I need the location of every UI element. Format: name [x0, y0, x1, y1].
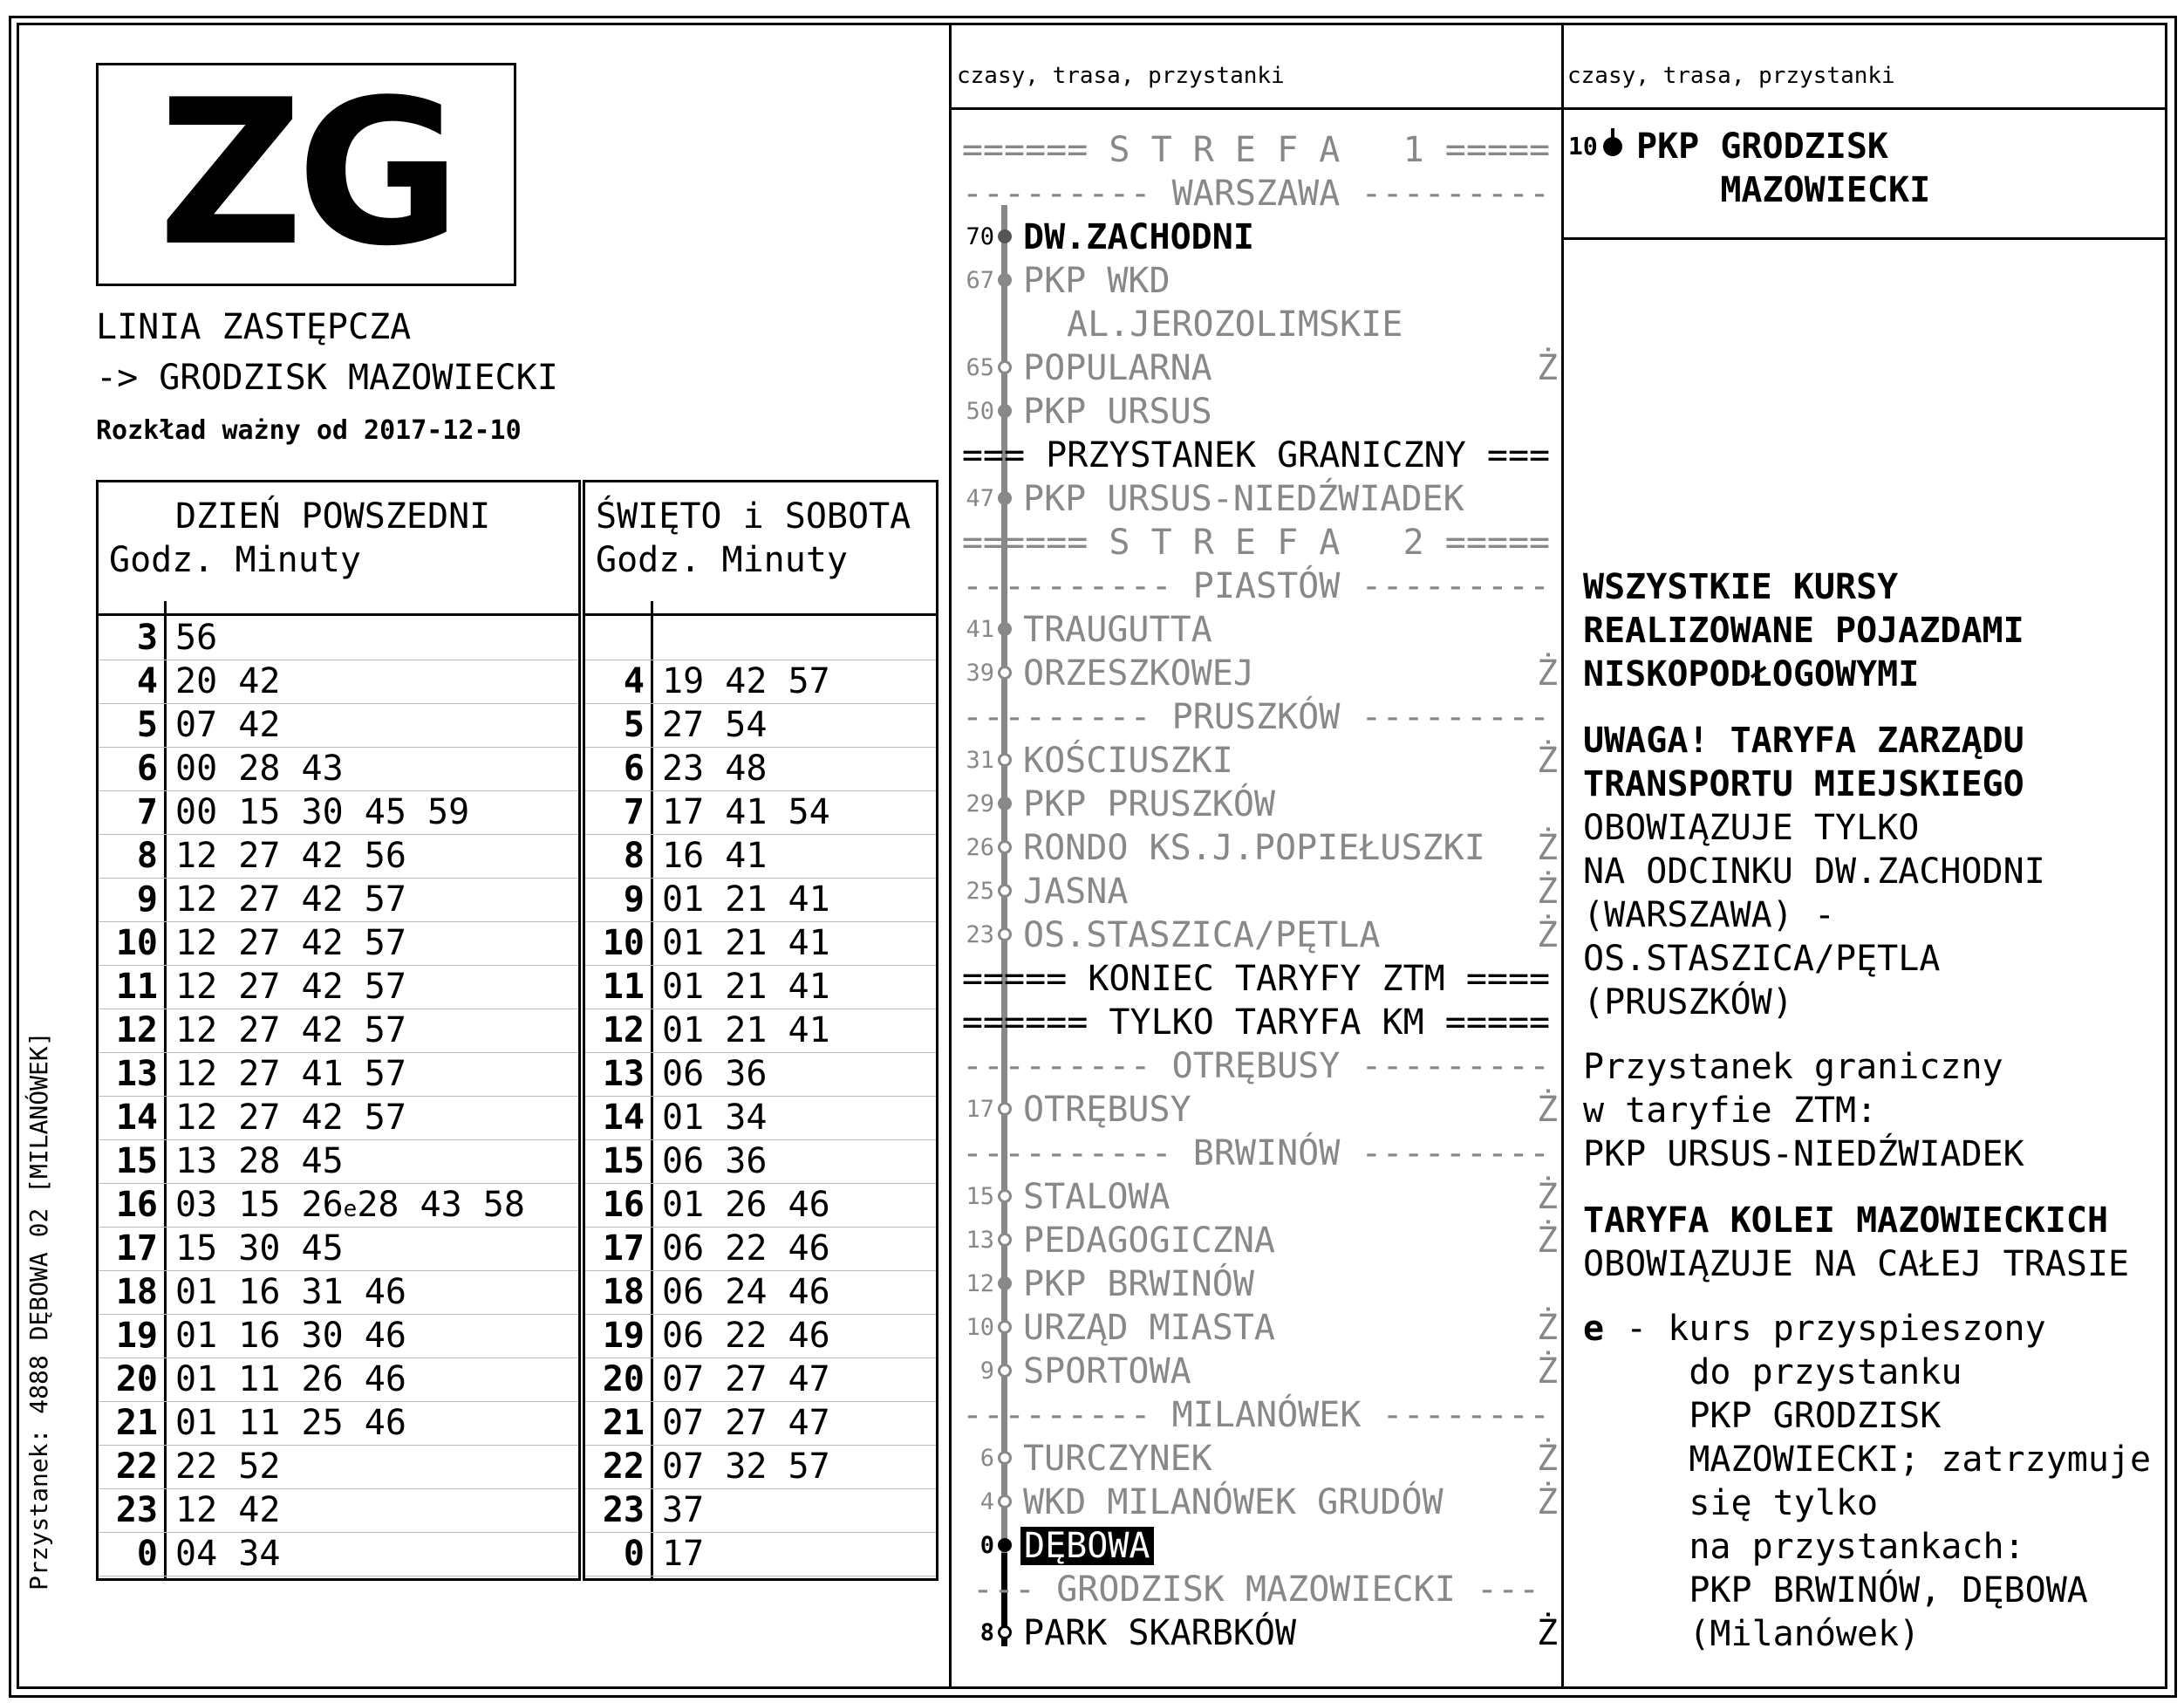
stop-filled-icon — [998, 797, 1012, 810]
note-line: WSZYSTKIE KURSY — [1583, 567, 1899, 607]
hour: 5 — [136, 705, 158, 745]
stop-name: STALOWA — [1023, 1177, 1170, 1217]
timetable-row — [585, 921, 936, 966]
on-request-stop-marker: Ż — [1537, 1308, 1559, 1348]
minutes: 16 41 — [662, 836, 768, 876]
travel-time: 9 — [979, 1358, 994, 1385]
timetable-row — [585, 1009, 936, 1053]
on-request-stop-marker: Ż — [1537, 1439, 1559, 1479]
travel-time: 26 — [966, 834, 994, 861]
minutes: 12 27 41 57 — [175, 1054, 406, 1094]
minutes: 17 — [662, 1534, 705, 1574]
hour: 11 — [602, 967, 645, 1007]
timetable-row — [585, 1445, 936, 1489]
route-separator: ---------- BRWINÓW --------- — [961, 1133, 1551, 1173]
note-line: Przystanek graniczny — [1583, 1047, 2003, 1087]
divider-right — [1561, 23, 1564, 1686]
timetable-row — [99, 921, 578, 966]
timetable-row — [585, 616, 936, 660]
hour: 14 — [602, 1098, 645, 1138]
hour: 8 — [136, 836, 158, 876]
minutes: 03 15 26e28 43 58 — [175, 1185, 525, 1225]
hour: 19 — [115, 1316, 158, 1356]
route-separator: --------- WARSZAWA --------- — [961, 174, 1551, 214]
travel-time: 67 — [966, 267, 994, 294]
stop-open-icon — [998, 884, 1012, 898]
stop-name: DW.ZACHODNI — [1023, 217, 1254, 257]
stop-open-icon — [998, 666, 1012, 680]
timetable-row — [99, 1009, 578, 1053]
stop-name: DĘBOWA — [1020, 1527, 1154, 1565]
note-line: REALIZOWANE POJAZDAMI — [1583, 611, 2024, 651]
timetable-row — [99, 965, 578, 1009]
holiday-column-header: Godz. Minuty — [596, 540, 848, 580]
route-separator: === PRZYSTANEK GRANICZNY === — [961, 435, 1551, 475]
holiday-header — [585, 482, 936, 616]
route-stop — [951, 1524, 1561, 1568]
route-column-header: czasy, trasa, przystanki — [957, 63, 1285, 89]
timetable-row — [585, 1096, 936, 1140]
travel-time: 31 — [966, 747, 994, 774]
timetable-row — [99, 1139, 578, 1184]
timetable-row — [585, 1139, 936, 1184]
note-line: na przystankach: — [1605, 1527, 2025, 1567]
hour: 16 — [115, 1185, 158, 1225]
timetable-row — [585, 1052, 936, 1097]
hour: 14 — [115, 1098, 158, 1138]
minutes: 12 27 42 57 — [175, 923, 406, 963]
route-stop — [951, 390, 1561, 434]
hour: 15 — [602, 1141, 645, 1181]
route-stop — [951, 739, 1561, 783]
note-line: OS.STASZICA/PĘTLA — [1583, 939, 1941, 979]
hour: 6 — [136, 749, 158, 789]
travel-time: 47 — [966, 485, 994, 512]
route-stop — [951, 477, 1561, 521]
stop-open-icon — [998, 840, 1012, 854]
route-stop — [951, 608, 1561, 652]
minutes: 56 — [175, 618, 218, 658]
stop-name: RONDO KS.J.POPIEŁUSZKI — [1023, 828, 1485, 868]
hour: 8 — [623, 836, 645, 876]
stop-filled-icon — [998, 273, 1012, 287]
on-request-stop-marker: Ż — [1537, 741, 1559, 781]
note-line: (Milanówek) — [1605, 1614, 1921, 1654]
timetable-row — [99, 1270, 578, 1315]
timetable-row — [99, 1183, 578, 1228]
minutes: 12 27 42 56 — [175, 836, 406, 876]
hour: 0 — [136, 1534, 158, 1574]
weekday-title: DZIEŃ POWSZEDNI — [175, 496, 491, 537]
timetable-row — [585, 1270, 936, 1315]
stop-name: JASNA — [1023, 872, 1129, 912]
route-stop — [951, 913, 1561, 957]
hour: 10 — [602, 923, 645, 963]
note-line: MAZOWIECKI; zatrzymuje — [1605, 1440, 2152, 1480]
timetable-row — [585, 834, 936, 879]
minutes: 01 11 25 46 — [175, 1403, 406, 1443]
stop-open-icon — [998, 1102, 1012, 1116]
stop-name: ORZESZKOWEJ — [1023, 653, 1254, 694]
timetable-row — [99, 1358, 578, 1402]
note-line: PKP BRWINÓW, DĘBOWA — [1605, 1570, 2088, 1611]
timetable-row — [585, 790, 936, 835]
note-line: OBOWIĄZUJE NA CAŁEJ TRASIE — [1583, 1244, 2130, 1284]
route-stop — [951, 783, 1561, 826]
minutes: 22 52 — [175, 1447, 281, 1487]
express-marker: e — [343, 1196, 358, 1222]
stop-name: WKD MILANÓWEK GRUDÓW — [1023, 1482, 1443, 1522]
stop-name: PKP PRUSZKÓW — [1023, 784, 1275, 824]
destination-name-line2: MAZOWIECKI — [1636, 170, 1931, 210]
header-rule — [951, 107, 2165, 110]
stop-name: AL.JEROZOLIMSKIE — [1067, 304, 1403, 345]
minutes: 01 21 41 — [662, 923, 830, 963]
stop-filled-icon — [998, 622, 1012, 636]
stop-name: PARK SKARBKÓW — [1023, 1613, 1297, 1653]
stop-filled-icon — [998, 1276, 1012, 1290]
note-line: się tylko — [1605, 1483, 1879, 1523]
minutes: 20 42 — [175, 661, 281, 701]
on-request-stop-marker: Ż — [1537, 1351, 1559, 1392]
hour: 12 — [602, 1010, 645, 1050]
stop-filled-icon — [998, 404, 1012, 418]
travel-time: 50 — [966, 398, 994, 425]
minutes: 17 41 54 — [662, 792, 830, 832]
minutes: 07 27 47 — [662, 1359, 830, 1399]
stop-name: OS.STASZICA/PĘTLA — [1023, 915, 1381, 955]
hour: 21 — [115, 1403, 158, 1443]
route-stop — [951, 1306, 1561, 1350]
note-line: TRANSPORTU MIEJSKIEGO — [1583, 764, 2024, 804]
stop-open-icon — [998, 1189, 1012, 1203]
minutes: 12 27 42 57 — [175, 1098, 406, 1138]
travel-time: 70 — [966, 223, 994, 250]
stop-filled-icon — [998, 229, 1012, 243]
minutes: 04 34 — [175, 1534, 281, 1574]
stop-open-icon — [998, 1451, 1012, 1465]
route-stop-continuation — [951, 303, 1561, 346]
note-line: TARYFA KOLEI MAZOWIECKICH — [1583, 1200, 2109, 1241]
travel-time: 6 — [979, 1445, 994, 1472]
minutes: 01 16 31 46 — [175, 1272, 406, 1312]
valid-from: Rozkład ważny od 2017-12-10 — [96, 415, 522, 446]
on-request-stop-marker: Ż — [1537, 915, 1559, 955]
timetable-row — [585, 1183, 936, 1228]
minutes: 37 — [662, 1490, 705, 1530]
minutes: 01 11 26 46 — [175, 1359, 406, 1399]
hour: 6 — [623, 749, 645, 789]
hour: 20 — [602, 1359, 645, 1399]
on-request-stop-marker: Ż — [1537, 1090, 1559, 1130]
note-line: (PRUSZKÓW) — [1583, 982, 1793, 1022]
timetable-row — [585, 1401, 936, 1446]
stop-open-icon — [998, 1494, 1012, 1508]
timetable-row — [99, 1401, 578, 1446]
timetable-row — [99, 1052, 578, 1097]
timetable-row — [99, 1445, 578, 1489]
stop-name: PKP WKD — [1023, 261, 1170, 301]
minutes: 00 28 43 — [175, 749, 344, 789]
timetable-row — [99, 1096, 578, 1140]
hour: 12 — [115, 1010, 158, 1050]
stop-filled-icon — [998, 1538, 1012, 1552]
travel-time: 15 — [966, 1183, 994, 1210]
route-stop — [951, 870, 1561, 913]
timetable-row — [585, 703, 936, 748]
timetable-row — [585, 1227, 936, 1271]
hour: 7 — [623, 792, 645, 832]
stop-name: PKP URSUS — [1023, 392, 1212, 432]
route-stop — [951, 259, 1561, 303]
timetable-row — [585, 1358, 936, 1402]
note-line: UWAGA! TARYFA ZARZĄDU — [1583, 721, 2024, 761]
timetable-row — [585, 1532, 936, 1576]
stop-open-icon — [998, 360, 1012, 374]
destination-name-line1: PKP GRODZISK — [1636, 127, 1888, 167]
route-separator: --- GRODZISK MAZOWIECKI --- — [972, 1570, 1540, 1610]
travel-time: 8 — [979, 1619, 994, 1646]
weekday-timetable — [96, 480, 581, 1581]
stop-code: Przystanek: 4888 DĘBOWA 02 [MILANÓWEK] — [24, 1031, 53, 1590]
hour: 18 — [115, 1272, 158, 1312]
minutes: 01 16 30 46 — [175, 1316, 406, 1356]
line-code-box — [96, 58, 516, 291]
timetable-row — [585, 878, 936, 922]
weekday-header-tick — [164, 601, 167, 613]
stop-name: TRAUGUTTA — [1023, 610, 1212, 650]
hour: 13 — [602, 1054, 645, 1094]
stop-open-icon — [998, 753, 1012, 767]
route-separator: ====== S T R E F A 2 ===== — [961, 523, 1551, 563]
timetable-row — [585, 1314, 936, 1358]
route-stop — [951, 1350, 1561, 1393]
hour: 10 — [115, 923, 158, 963]
minutes: 19 42 57 — [662, 661, 830, 701]
hour: 11 — [115, 967, 158, 1007]
on-request-stop-marker: Ż — [1537, 1482, 1559, 1522]
timetable-row — [99, 660, 578, 704]
minutes: 07 42 — [175, 705, 281, 745]
note-line: w taryfie ZTM: — [1583, 1091, 1878, 1131]
stop-name: PEDAGOGICZNA — [1023, 1221, 1275, 1261]
travel-time: 10 — [966, 1314, 994, 1341]
minutes: 12 42 — [175, 1490, 281, 1530]
on-request-stop-marker: Ż — [1537, 1221, 1559, 1261]
route-stop — [951, 1437, 1561, 1481]
holiday-timetable — [583, 480, 938, 1581]
hour: 18 — [602, 1272, 645, 1312]
minutes: 15 30 45 — [175, 1228, 344, 1269]
route-separator: --------- OTRĘBUSY --------- — [961, 1046, 1551, 1086]
travel-time: 41 — [966, 616, 994, 643]
on-request-stop-marker: Ż — [1537, 1613, 1559, 1653]
minutes: 27 54 — [662, 705, 768, 745]
stop-open-icon — [998, 1233, 1012, 1247]
travel-time: 4 — [979, 1488, 994, 1515]
on-request-stop-marker: Ż — [1537, 1177, 1559, 1217]
line-direction: -> GRODZISK MAZOWIECKI — [96, 358, 558, 398]
stop-name: TURCZYNEK — [1023, 1439, 1212, 1479]
minutes: 06 36 — [662, 1141, 768, 1181]
route-separator: ---------- PIASTÓW --------- — [961, 566, 1551, 606]
travel-time: 13 — [966, 1227, 994, 1254]
travel-time: 25 — [966, 878, 994, 905]
hour: 23 — [602, 1490, 645, 1530]
stop-filled-icon — [998, 491, 1012, 505]
timetable-row — [99, 834, 578, 879]
timetable-row — [585, 660, 936, 704]
route-separator: ====== S T R E F A 1 ===== — [961, 130, 1551, 170]
hour: 17 — [602, 1228, 645, 1269]
hour: 7 — [136, 792, 158, 832]
stop-name: SPORTOWA — [1023, 1351, 1191, 1392]
note-line: NISKOPODŁOGOWYMI — [1583, 654, 1920, 694]
on-request-stop-marker: Ż — [1537, 348, 1559, 388]
timetable-row — [585, 747, 936, 791]
hour: 16 — [602, 1185, 645, 1225]
minutes: 06 36 — [662, 1054, 768, 1094]
route-stop — [951, 1175, 1561, 1219]
note-legend-key: e — [1583, 1309, 1605, 1349]
on-request-stop-marker: Ż — [1537, 653, 1559, 694]
minutes: 01 21 41 — [662, 879, 830, 920]
hour: 5 — [623, 705, 645, 745]
hour: 4 — [136, 661, 158, 701]
hour: 4 — [623, 661, 645, 701]
line-code: ZG — [158, 58, 454, 291]
travel-time: 17 — [966, 1096, 994, 1123]
timetable-row — [99, 747, 578, 791]
route-stop — [951, 1611, 1561, 1655]
destination-terminus-icon — [1603, 137, 1622, 156]
stop-open-icon — [998, 927, 1012, 941]
route-stop — [951, 652, 1561, 695]
travel-time: 23 — [966, 921, 994, 948]
timetable-row — [99, 1314, 578, 1358]
holiday-header-tick — [651, 601, 653, 613]
hour: 21 — [602, 1403, 645, 1443]
hour: 20 — [115, 1359, 158, 1399]
minutes: 13 28 45 — [175, 1141, 344, 1181]
minutes: 06 22 46 — [662, 1316, 830, 1356]
note-line: do przystanku — [1605, 1352, 1962, 1392]
hour: 19 — [602, 1316, 645, 1356]
destination-rule — [1563, 237, 2165, 240]
stop-open-icon — [998, 1320, 1012, 1334]
timetable-row — [99, 790, 578, 835]
route-stop — [951, 215, 1561, 259]
stop-open-icon — [998, 1364, 1012, 1378]
minutes: 23 48 — [662, 749, 768, 789]
minutes: 12 27 42 57 — [175, 1010, 406, 1050]
route-separator: --------- PRUSZKÓW --------- — [961, 697, 1551, 737]
travel-time: 0 — [979, 1532, 994, 1559]
travel-time: 65 — [966, 354, 994, 381]
minutes: 06 24 46 — [662, 1272, 830, 1312]
hour: 9 — [136, 879, 158, 920]
minutes: 07 27 47 — [662, 1403, 830, 1443]
minutes: 06 22 46 — [662, 1228, 830, 1269]
timetable-row — [585, 1488, 936, 1533]
travel-time: 12 — [966, 1270, 994, 1297]
minutes: 12 27 42 57 — [175, 967, 406, 1007]
stop-name: URZĄD MIASTA — [1023, 1308, 1275, 1348]
hour: 22 — [115, 1447, 158, 1487]
weekday-column-header: Godz. Minuty — [109, 540, 361, 580]
timetable-row — [99, 1227, 578, 1271]
hour: 17 — [115, 1228, 158, 1269]
route-separator: ====== TYLKO TARYFA KM ===== — [961, 1002, 1551, 1043]
minutes: 01 26 46 — [662, 1185, 830, 1225]
travel-time: 39 — [966, 660, 994, 687]
route-stop — [951, 346, 1561, 390]
timetable-row — [99, 616, 578, 660]
hour: 23 — [115, 1490, 158, 1530]
minutes: 01 34 — [662, 1098, 768, 1138]
hour: 15 — [115, 1141, 158, 1181]
on-request-stop-marker: Ż — [1537, 828, 1559, 868]
timetable-row — [99, 703, 578, 748]
hour: 9 — [623, 879, 645, 920]
line-title: LINIA ZASTĘPCZA — [96, 307, 412, 347]
stop-name: POPULARNA — [1023, 348, 1212, 388]
stop-open-icon — [998, 1625, 1012, 1639]
note-line: PKP URSUS-NIEDŹWIADEK — [1583, 1134, 2024, 1174]
stop-name: OTRĘBUSY — [1023, 1090, 1191, 1130]
route-stop — [951, 826, 1561, 870]
hour: 0 — [623, 1534, 645, 1574]
note-line: OBOWIĄZUJE TYLKO — [1583, 808, 1920, 848]
weekday-header — [99, 482, 578, 616]
note-line: NA ODCINKU DW.ZACHODNI — [1583, 852, 2045, 892]
route-stop — [951, 1481, 1561, 1524]
minutes: 07 32 57 — [662, 1447, 830, 1487]
on-request-stop-marker: Ż — [1537, 872, 1559, 912]
travel-time: 29 — [966, 790, 994, 817]
minutes: 00 15 30 45 59 — [175, 792, 470, 832]
stop-name: PKP URSUS-NIEDŹWIADEK — [1023, 479, 1464, 519]
minutes: 01 21 41 — [662, 1010, 830, 1050]
stop-name: KOŚCIUSZKI — [1023, 741, 1233, 781]
timetable-row — [99, 878, 578, 922]
note-line: (WARSZAWA) - — [1583, 895, 1835, 935]
note-line: - kurs przyspieszony — [1605, 1309, 2046, 1349]
hour: 3 — [136, 618, 158, 658]
timetable-row — [585, 965, 936, 1009]
route-separator: ===== KONIEC TARYFY ZTM ==== — [961, 959, 1551, 999]
note-line: PKP GRODZISK — [1605, 1396, 1942, 1436]
timetable-row — [99, 1532, 578, 1576]
minutes: 01 21 41 — [662, 967, 830, 1007]
route-stop — [951, 1219, 1561, 1262]
timetable-row — [99, 1488, 578, 1533]
route-separator: --------- MILANÓWEK -------- — [961, 1395, 1551, 1435]
hour: 22 — [602, 1447, 645, 1487]
hour: 13 — [115, 1054, 158, 1094]
route-stop — [951, 1262, 1561, 1306]
minutes: 12 27 42 57 — [175, 879, 406, 920]
route-stop — [951, 1088, 1561, 1132]
destination-column-header: czasy, trasa, przystanki — [1567, 63, 1895, 89]
destination-time: 10 — [1568, 132, 1598, 161]
holiday-title: ŚWIĘTO i SOBOTA — [596, 496, 911, 537]
stop-name: PKP BRWINÓW — [1023, 1264, 1254, 1304]
